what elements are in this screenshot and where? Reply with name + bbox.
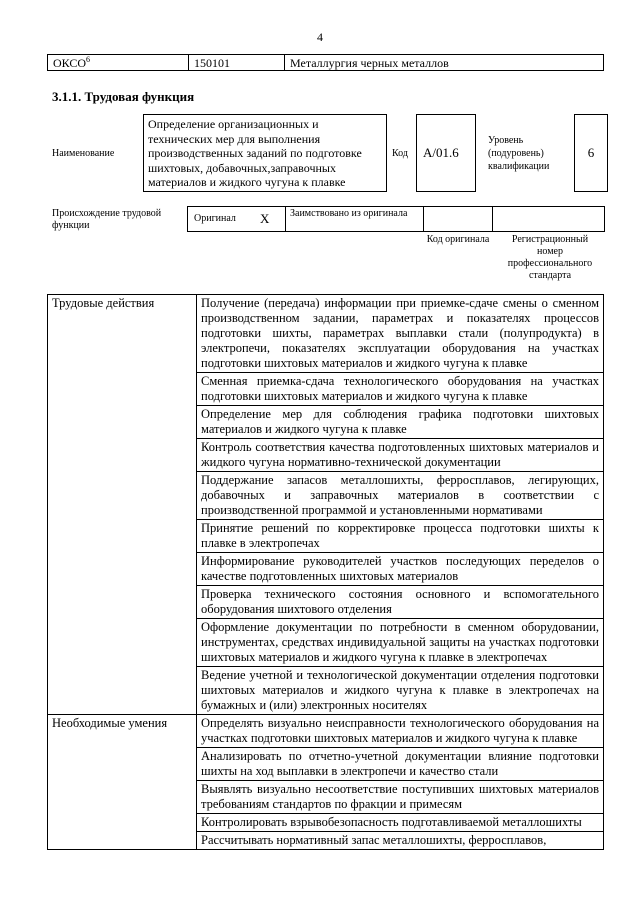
name-label: Наименование — [52, 148, 115, 159]
okso-label: ОКСО — [53, 55, 87, 70]
page-number: 4 — [317, 30, 323, 44]
origin-label: Происхождение трудовой функции — [52, 208, 162, 231]
skill-item: Рассчитывать нормативный запас металлошихты, ферросплавов, — [197, 832, 604, 850]
action-item: Контроль соответствия качества подготовленных шихтовых материалов и жидкого чугуна нормативно-технической документации — [197, 439, 604, 472]
skill-item: Анализировать по отчетно-учетной документации влияние подготовки шихты на ход выплавки в электропечи и качество стали — [197, 748, 604, 781]
skill-item: Контролировать взрывобезопасность подготавливаемой металлошихты — [197, 814, 604, 832]
table-row — [48, 295, 604, 373]
table-row — [48, 715, 604, 748]
skills-header: Необходимые умения — [48, 715, 197, 850]
actions-header: Трудовые действия — [48, 295, 197, 715]
action-item: Ведение учетной и технологической документации отделения подготовки шихтовых материалов и жидкого чугуна к плавке в электропечах на бумажных и (или) электронных носителях — [197, 667, 604, 715]
reg-number-cell — [493, 207, 604, 231]
okso-row — [48, 55, 604, 71]
code-caption: Код оригинала — [426, 234, 490, 245]
borrowed-cell: Заимствовано из оригинала — [286, 207, 424, 231]
section-title: 3.1.1. Трудовая функция — [52, 89, 195, 104]
main-table — [47, 294, 604, 850]
action-item: Поддержание запасов металлошихты, ферросплавов, легирующих, добавочных и заправочных материалов в соответствии с производственной программой и установленными нормативами — [197, 472, 604, 520]
action-item: Информирование руководителей участков последующих переделов о качестве подготовленных шихтовых материалов — [197, 553, 604, 586]
action-item: Определение мер для соблюдения графика подготовки шихтовых материалов и жидкого чугуна к плавке — [197, 406, 604, 439]
main-table-body — [48, 295, 604, 850]
level-label: Уровень (подуровень) квалификации — [488, 135, 550, 172]
okso-label-cell — [48, 55, 189, 71]
original-mark: X — [260, 211, 270, 226]
okso-footnote: 6 — [86, 54, 91, 64]
action-item: Проверка технического состояния основного и вспомогательного оборудования шихтового отделения — [197, 586, 604, 619]
original-label: Оригинал — [194, 213, 236, 224]
origin-row — [187, 206, 605, 232]
function-code: A/01.6 — [416, 114, 476, 192]
original-cell — [188, 207, 286, 231]
action-item: Оформление документации по потребности в сменном оборудовании, инструментах, средствах индивидуальной защиты на участках подготовки шихтовых материалов и жидкого чугуна к плавке в электропечах — [197, 619, 604, 667]
original-code-cell — [424, 207, 493, 231]
okso-table — [47, 54, 604, 71]
skill-item: Определять визуально неисправности технологического оборудования на участках подготовки шихтовых материалов и жидкого чугуна к плавке — [197, 715, 604, 748]
okso-name: Металлургия черных металлов — [285, 55, 604, 71]
action-item: Принятие решений по корректировке процесса подготовки шихты к плавке в электропечах — [197, 520, 604, 553]
action-item: Сменная приемка-сдача технологического оборудования на участках подготовки шихтовых материалов и жидкого чугуна к плавке — [197, 373, 604, 406]
qualification-level: 6 — [574, 114, 608, 192]
okso-code: 150101 — [189, 55, 285, 71]
code-label: Код — [392, 148, 408, 159]
skill-item: Выявлять визуально несоответствие поступивших шихтовых материалов требованиям стандартов по фракции и примесям — [197, 781, 604, 814]
reg-caption: Регистрационный номер профессионального стандарта — [507, 234, 593, 281]
action-item: Получение (передача) информации при приемке-сдаче смены о сменном производственном задании, параметрах и показателях процессов подготовки шихты, параметрах выплавки стали (полупродукта) в электропечи, показателях эксплуатации оборудования на участках подготовки шихтовых материалов и жидкого чугуна к плавке — [197, 295, 604, 373]
function-name: Определение организационных и технических мер для выполнения производственных заданий по подготовке шихтовых, добавочных,заправочных материалов и жидкого чугуна к плавке — [143, 114, 387, 192]
